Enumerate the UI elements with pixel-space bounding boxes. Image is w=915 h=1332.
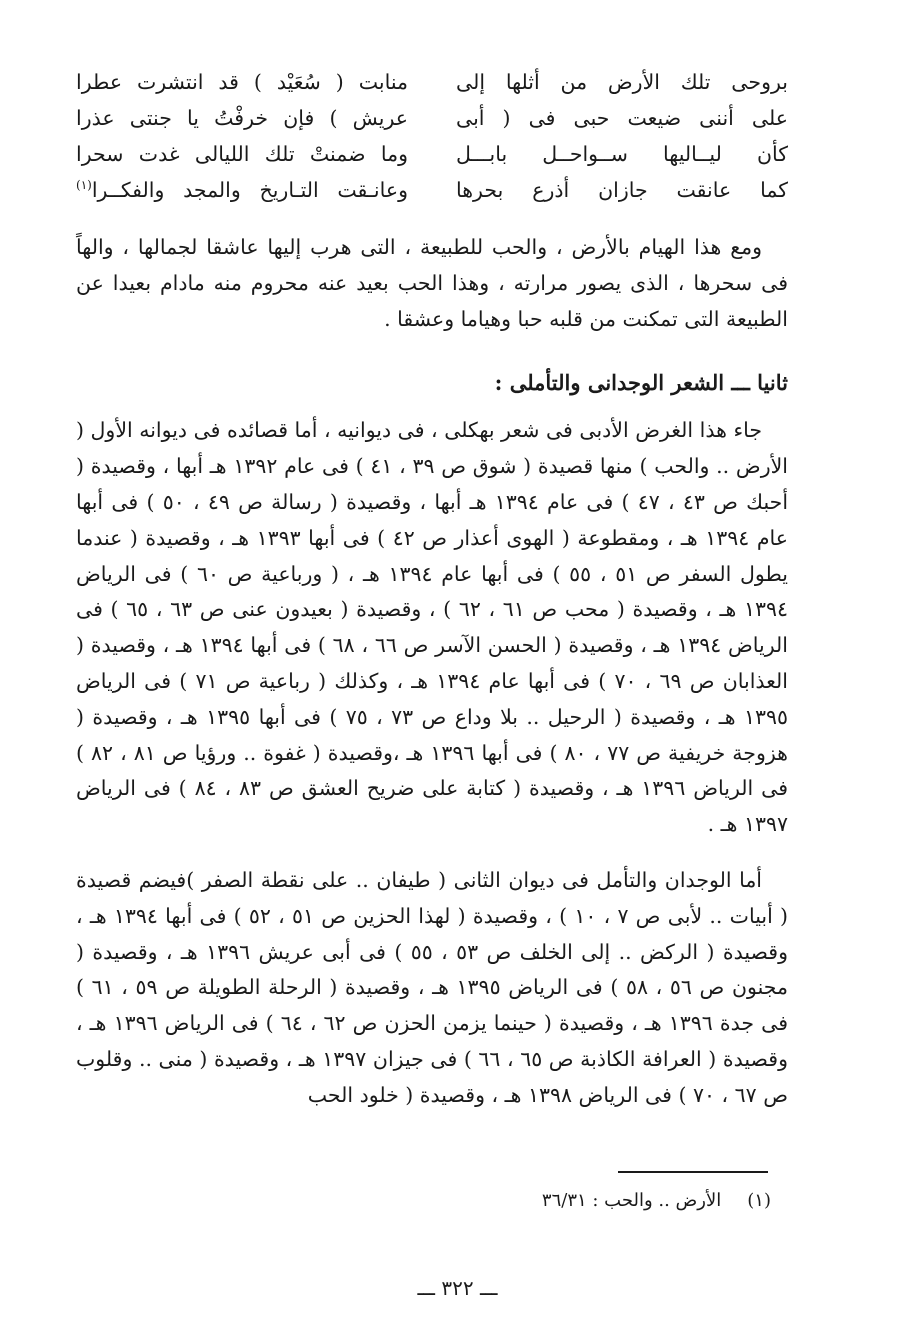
page-number: ـــ ٣٢٢ ـــ — [417, 1276, 498, 1300]
section-heading: ثانيا ـــ الشعر الوجدانى والتأملى : — [494, 370, 788, 396]
verse-second-hemistich: وما ضمنتْ تلك الليالى غدت سحرا — [76, 142, 408, 166]
footnote-number: (١) — [747, 1190, 771, 1211]
paragraph-nature-love: ومع هذا الهيام بالأرض ، والحب للطبيعة ، التى هرب إليها عاشقا لجمالها ، والهاً فى سحرها ، الذى يصور مرارته ، وهذا الحب بعيد عنه محروم منه مادام بعيدا عن الطبيعة التى تمكنت من قلبه حبا وهياما وعشقا . — [76, 235, 788, 331]
verse-first-hemistich: كما عانقت جازان أذرع بحرها — [456, 178, 788, 202]
verse-text: وعانـقت التـاريخ والمجد والفكــرا — [91, 178, 408, 202]
page-body — [76, 64, 788, 1114]
paragraph-first-diwan: جاء هذا الغرض الأدبى فى شعر بهكلى ، فى ديوانيه ، أما قصائده فى ديوانه الأول ( الأرض .. والحب ) منها قصيدة ( شوق ص ٣٩ ، ٤١ ) فى عام ١٣٩٢ هـ أبها ، وقصيدة ( أحبك ص ٤٣ ، ٤٧ ) فى عام ١٣٩٤ هـ أبها ، وقصيدة ( رسالة ص ٤٩ ، ٥٠ ) فى أبها عام ١٣٩٤ هـ ، ومقطوعة ( الهوى أعذار ص ٤٢ ) فى أبها ١٣٩٣ هـ ، وقصيدة ( عندما يطول السفر ص ٥١ ، ٥٥ ) فى أبها عام ١٣٩٤ هـ ، ( ورباعية ص ٦٠ ) فى الرياض ١٣٩٤ هـ ، وقصيدة ( محب ص ٦١ ، ٦٢ ) ، وقصيدة ( بعيدون عنى ص ٦٣ ، ٦٥ ) فى الرياض ١٣٩٤ هـ ، وقصيدة ( الحسن الآسر ص ٦٦ ، ٦٨ ) فى أبها ١٣٩٤ هـ ، وقصيدة ( العذابان ص ٦٩ ، ٧٠ ) فى أبها عام ١٣٩٤ هـ ، وكذلك ( رباعية ص ٧١ ) فى الرياض ١٣٩٥ هـ ، وقصيدة ( الرحيل .. بلا وداع ص ٧٣ ، ٧٥ ) فى أبها ١٣٩٥ هـ ، وقصيدة ( هزوجة خريفية ص ٧٧ ، ٨٠ ) فى أبها ١٣٩٦ هـ ،وقصيدة ( غفوة .. ورؤيا ص ٨١ ، ٨٢ ) فى الرياض ١٣٩٦ هـ ، وقصيدة ( كتابة على ضريح العشق ص ٨٣ ، ٨٤ ) فى الرياض ١٣٩٧ هـ . — [76, 418, 789, 837]
verse-second-hemistich: منابت ( سُعَيْد ) قد انتشرت عطرا — [76, 70, 408, 94]
verse-first-hemistich: كأن ليــاليها ســواحــل بابـــل — [456, 142, 788, 166]
footnote-text: الأرض .. والحب : ٣٦/٣١ — [541, 1190, 722, 1211]
verse-first-hemistich: على أننى ضيعت حبى فى ( أبى — [456, 106, 788, 130]
poem-block — [76, 64, 788, 208]
footnote-reference: (١) — [76, 178, 92, 193]
poem-verse — [76, 172, 788, 208]
footnote-separator — [618, 1171, 768, 1173]
poem-verse — [76, 100, 788, 136]
paragraph-second-diwan: أما الوجدان والتأمل فى ديوان الثانى ( طيفان .. على نقطة الصفر )فيضم قصيدة ( أبيات .. لأبى ص ٧ ، ١٠ ) ، وقصيدة ( لهذا الحزين ص ٥١ ، ٥٢ ) فى أبها ١٣٩٤ هـ ، وقصيدة ( الركض .. إلى الخلف ص ٥٣ ، ٥٥ ) فى أبى عريش ١٣٩٦ هـ ، وقصيدة ( مجنون ص ٥٦ ، ٥٨ ) فى الرياض ١٣٩٥ هـ ، وقصيدة ( الرحلة الطويلة ص ٥٩ ، ٦١ ) فى جدة ١٣٩٦ هـ ، وقصيدة ( حينما يزمن الحزن ص ٦٢ ، ٦٤ ) فى الرياض ١٣٩٦ هـ ، وقصيدة ( العرافة الكاذبة ص ٦٥ ، ٦٦ ) فى جيزان ١٣٩٧ هـ ، وقصيدة ( منى .. وقلوب ص ٦٧ ، ٧٠ ) فى الرياض ١٣٩٨ هـ ، وقصيدة ( خلود الحب — [76, 867, 789, 1107]
verse-second-hemistich — [76, 172, 408, 208]
verse-second-hemistich: عريش ) فإن خرفْتُ يا جنتى عذرا — [76, 106, 408, 130]
verse-first-hemistich: بروحى تلك الأرض من أثلها إلى — [456, 70, 788, 94]
poem-verse — [76, 64, 788, 100]
poem-verse — [76, 136, 788, 172]
footnote — [171, 1186, 771, 1216]
